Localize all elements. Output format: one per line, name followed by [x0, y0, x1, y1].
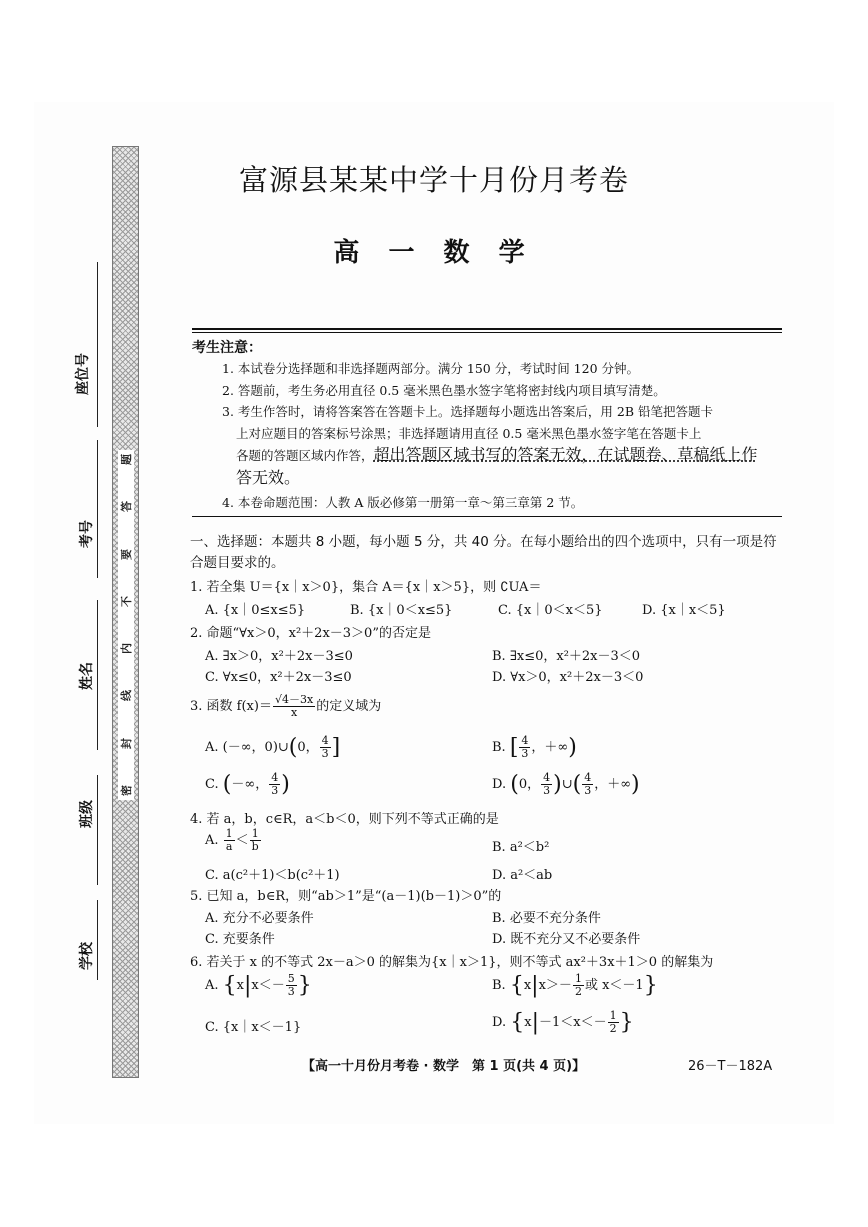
q3-option-b: B. [ $\frac{4}{3}$ ，＋∞)	[492, 734, 577, 760]
rule-bottom	[192, 516, 782, 517]
exam-title: 富源县某某中学十月份月考卷	[238, 163, 629, 197]
notice-text: 各题的答题区域内作答，	[236, 448, 374, 463]
name-line[interactable]	[97, 600, 98, 750]
q5-option-c: C. 充要条件	[205, 932, 275, 947]
question-4: 4. 若 a，b，c∈R，a＜b＜0，则下列不等式正确的是	[190, 812, 499, 827]
notice-item	[222, 444, 784, 467]
question-3	[190, 694, 381, 719]
q1-option-b: B. {x｜0＜x≤5}	[350, 603, 453, 618]
q3-c-text: C.	[205, 777, 219, 792]
seal-char: 不	[119, 595, 133, 607]
notice-emphasis: 超出答题区域书写的答案无效，在试题卷、草稿纸上作	[373, 445, 758, 464]
notice-item: 4. 本卷命题范围：人教 A 版必修第一册第一章～第三章第 2 节。	[222, 495, 584, 510]
seal-char: 线	[119, 690, 133, 702]
seal-line-text	[118, 450, 134, 800]
notice-item: 2. 答题前，考生务必用直径 0.5 毫米黑色墨水签字笔将密封线内项目填写清楚。	[222, 382, 666, 398]
seat-number-line[interactable]	[97, 262, 98, 427]
q6-option-b: B. {x|x＞－ $\frac{1}{2}$ 或 x＜－1}	[492, 972, 658, 998]
q3-option-d: D. (0， $\frac{4}{3}$ )∪( $\frac{4}{3}$ ，＋∞)	[492, 771, 640, 797]
seal-char: 要	[119, 548, 133, 560]
q3-option-a: A. (－∞，0)∪(0， $\frac{4}{3}$ ]	[205, 734, 341, 760]
seal-char: 封	[119, 737, 133, 749]
rule-top-thin	[192, 332, 782, 333]
subject-title: 高 一 数 学	[333, 238, 535, 268]
question-6: 6. 若关于 x 的不等式 2x－a＞0 的解集为{x｜x＞1}，则不等式 ax²＋3x＋1＞0 的解集为	[190, 955, 714, 970]
question-2: 2. 命题“∀x＞0，x²＋2x－3＞0”的否定是	[190, 626, 431, 641]
q2-option-b: B. ∃x≤0，x²＋2x－3＜0	[492, 649, 641, 664]
q2-option-d: D. ∀x＞0，x²＋2x－3＜0	[492, 670, 644, 685]
school-line[interactable]	[97, 900, 98, 980]
name-label: 姓名	[79, 662, 95, 690]
q4-option-d: D. a²＜ab	[492, 868, 553, 883]
q3-stem: 3. 函数 f(x)＝	[190, 699, 272, 714]
notice-list	[222, 358, 784, 514]
exam-number-label: 考号	[79, 520, 95, 548]
page-footer: 【高一十月份月考卷 · 数学 第 1 页(共 4 页)】	[302, 1059, 586, 1074]
q4-option-a: A. $\frac{1}{a}$ ＜ $\frac{1}{b}$	[205, 827, 259, 853]
seal-char: 答	[119, 501, 133, 513]
q5-option-d: D. 既不充分又不必要条件	[492, 932, 641, 947]
section-heading: 一、选择题：本题共 8 小题，每小题 5 分，共 40 分。在每小题给出的四个选项中，只有一项是符合题目要求的。	[190, 534, 777, 571]
seal-char: 内	[119, 643, 133, 655]
q1-option-a: A. {x｜0≤x≤5}	[205, 603, 306, 618]
q3-numerator: √4－3x	[274, 693, 314, 706]
q6-option-c: C. {x｜x＜－1}	[205, 1020, 302, 1035]
class-line[interactable]	[97, 775, 98, 885]
question-1: 1. 若全集 U＝{x｜x＞0}，集合 A＝{x｜x＞5}，则 ∁UA＝	[190, 580, 542, 595]
q3-fraction	[273, 694, 315, 719]
q3-b-text: B.	[492, 740, 506, 755]
school-label: 学校	[79, 942, 95, 970]
seal-char: 题	[119, 454, 133, 465]
q4-option-c: C. a(c²＋1)＜b(c²＋1)	[205, 868, 340, 883]
q1-option-d: D. {x｜x＜5}	[642, 603, 726, 618]
seal-char: 密	[119, 784, 133, 796]
class-label: 班级	[79, 800, 95, 828]
q5-option-b: B. 必要不充分条件	[492, 911, 601, 926]
q5-option-a: A. 充分不必要条件	[205, 911, 314, 926]
q6-option-d: D. {x|－1＜x＜－ $\frac{1}{2}$ }	[492, 1009, 634, 1035]
q6-option-a: A. {x|x＜－ $\frac{5}{3}$ }	[205, 972, 312, 998]
q3-d-text: D.	[492, 777, 507, 792]
notice-item: 答无效。	[236, 467, 301, 487]
notice-heading: 考生注意：	[192, 340, 262, 356]
question-5: 5. 已知 a，b∈R，则“ab＞1”是“(a－1)(b－1)＞0”的	[190, 889, 502, 904]
notice-item: 1. 本试卷分选择题和非选择题两部分。满分 150 分，考试时间 120 分钟。	[222, 361, 640, 376]
notice-item: 3. 考生作答时，请将答案答在答题卡上。选择题每小题选出答案后，用 2B 铅笔把答题卡	[222, 404, 713, 419]
q3-stem-end: 的定义域为	[316, 699, 382, 714]
q2-option-c: C. ∀x≤0，x²＋2x－3≤0	[205, 670, 352, 685]
q4-option-b: B. a²＜b²	[492, 840, 550, 855]
seat-number-label: 座位号	[75, 353, 91, 395]
q3-a-text: A. (－∞，0)∪	[205, 740, 289, 755]
exam-number-line[interactable]	[97, 440, 98, 578]
notice-item: 上对应题目的答案标号涂黑；非选择题请用直径 0.5 毫米黑色墨水签字笔在答题卡上	[236, 425, 702, 441]
q3-denominator: x	[290, 706, 298, 719]
rule-top	[192, 328, 782, 330]
q2-option-a: A. ∃x＞0，x²＋2x－3≤0	[205, 649, 353, 664]
q3-option-c: C. (－∞， $\frac{4}{3}$ )	[205, 771, 290, 797]
paper-code: 26－T－182A	[688, 1059, 773, 1074]
q1-option-c: C. {x｜0＜x＜5}	[498, 603, 603, 618]
